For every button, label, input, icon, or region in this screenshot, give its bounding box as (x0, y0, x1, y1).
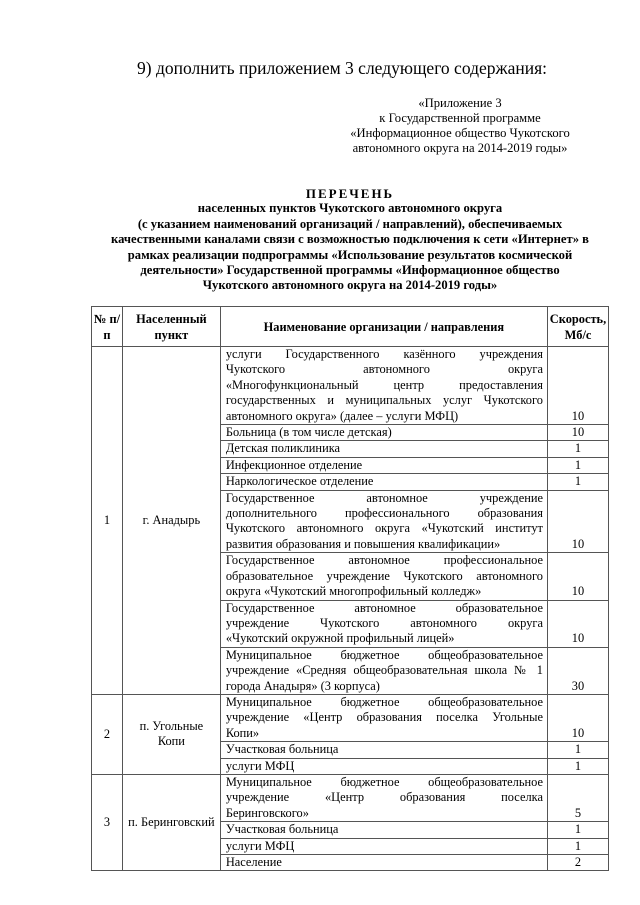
header-place: Населенный пункт (122, 307, 220, 347)
title-line: деятельности» Государственной программы «Информационное общество (140, 263, 560, 278)
settlement-name: п. Угольные Копи (122, 694, 220, 774)
header-org: Наименование организации / направления (220, 307, 547, 347)
organization-name (220, 457, 547, 473)
table-body (92, 347, 609, 871)
organization-line: услуги МФЦ (225, 758, 295, 773)
speed-value: 1 (547, 457, 608, 473)
organization-line: Детская поликлиника (225, 441, 341, 456)
speed-value: 10 (547, 600, 608, 647)
speed-value: 10 (547, 425, 608, 441)
speed-value: 30 (547, 647, 608, 694)
organization-name (220, 600, 547, 647)
row-number: 2 (92, 694, 123, 774)
settlement-name: п. Беринговский (122, 774, 220, 870)
appendix-header (330, 96, 590, 156)
speed-value: 5 (547, 774, 608, 821)
organization-name (220, 425, 547, 441)
organization-name (220, 647, 547, 694)
settlements-table (91, 306, 609, 871)
speed-value: 1 (547, 474, 608, 490)
organization-line: Население (225, 855, 282, 869)
organization-line: услуги МФЦ (225, 838, 295, 853)
title-line: Чукотского автономного округа на 2014-2019 годы» (202, 278, 498, 293)
organization-line: Больница (в том числе детская) (225, 425, 392, 440)
organization-line: образовательное учреждение Чукотского автономного (225, 568, 543, 583)
organization-name (220, 347, 547, 425)
title-line: (с указанием наименований организаций / направлений), обеспечиваемых (137, 216, 563, 231)
organization-name (220, 474, 547, 490)
organization-line: автономного округа» (далее – услуги МФЦ) (225, 408, 459, 423)
header-num: № п/п (92, 307, 123, 347)
organization-name (220, 758, 547, 774)
organization-line: Муниципальное бюджетное общеобразовательное (225, 774, 543, 789)
organization-line: Государственное автономное образовательное (225, 600, 543, 615)
row-number: 3 (92, 774, 123, 870)
title-line: рамках реализации подпрограммы «Использование результатов космической (127, 247, 573, 262)
organization-line: округа «Чукотский многопрофильный колледж» (225, 584, 482, 599)
organization-name (220, 441, 547, 457)
organization-line: Инфекционное отделение (225, 457, 363, 472)
organization-line: «Многофункциональный центр предоставления (225, 377, 543, 392)
speed-value: 10 (547, 490, 608, 553)
title-line: качественными каналами связи с возможностью подключения к сети «Интернет» в (111, 232, 589, 247)
speed-value: 1 (547, 441, 608, 457)
organization-name (220, 855, 547, 871)
speed-value: 1 (547, 822, 608, 838)
document-title (90, 186, 610, 294)
appendix-line: «Приложение 3 (418, 96, 502, 110)
organization-line: учреждение «Центр образования поселка (225, 790, 543, 805)
organization-name (220, 822, 547, 838)
organization-name (220, 490, 547, 553)
organization-line: услуги Государственного казённого учреждения (225, 347, 543, 361)
organization-line: Муниципальное бюджетное общеобразовательное (225, 694, 543, 709)
speed-value: 1 (547, 758, 608, 774)
row-number: 1 (92, 347, 123, 695)
table-row (92, 694, 609, 741)
speed-value: 10 (547, 553, 608, 600)
amendment-intro: 9) дополнить приложением 3 следующего содержания: (137, 58, 547, 78)
table-row (92, 774, 609, 821)
organization-name (220, 694, 547, 741)
appendix-line: автономного округа на 2014-2019 годы» (352, 141, 568, 155)
organization-line: Муниципальное бюджетное общеобразовательное (225, 647, 543, 662)
organization-line: Участковая больница (225, 822, 339, 837)
organization-line: Копи» (225, 725, 260, 740)
organization-line: дополнительного профессионального образования (225, 506, 543, 521)
table-header-row (92, 307, 609, 347)
speed-value: 2 (547, 855, 608, 871)
organization-line: Государственное автономное учреждение (225, 490, 543, 505)
organization-name (220, 838, 547, 854)
organization-line: «Чукотский окружной профильный лицей» (225, 631, 455, 646)
title-main: ПЕРЕЧЕНЬ (305, 186, 395, 201)
organization-line: государственных и муниципальных услуг Чукотского (225, 393, 543, 408)
organization-name (220, 553, 547, 600)
organization-line: учреждение Чукотского автономного округа (225, 615, 543, 630)
organization-line: Государственное автономное профессиональное (225, 553, 543, 568)
speed-value: 10 (547, 694, 608, 741)
speed-value: 1 (547, 838, 608, 854)
organization-line: Чукотского автономного округа «Чукотский институт (225, 521, 543, 536)
organization-line: учреждение «Центр образования поселка Угольные (225, 710, 543, 725)
organization-line: учреждение «Средняя общеобразовательная школа № 1 (225, 663, 543, 678)
organization-line: Наркологическое отделение (225, 474, 374, 489)
appendix-line: к Государственной программе (379, 111, 541, 125)
speed-value: 10 (547, 347, 608, 425)
table-row (92, 347, 609, 425)
organization-line: Беринговского» (225, 805, 309, 820)
appendix-line: «Информационное общество Чукотского (350, 126, 570, 140)
organization-name (220, 774, 547, 821)
organization-name (220, 742, 547, 758)
organization-line: города Анадыря» (3 корпуса) (225, 678, 380, 693)
title-line: населенных пунктов Чукотского автономного округа (197, 201, 503, 216)
header-speed: Скорость, Мб/с (547, 307, 608, 347)
settlement-name: г. Анадырь (122, 347, 220, 695)
organization-line: Чукотского автономного округа (225, 362, 543, 377)
organization-line: развития образования и повышения квалификации» (225, 536, 501, 551)
organization-line: Участковая больница (225, 742, 339, 757)
speed-value: 1 (547, 742, 608, 758)
